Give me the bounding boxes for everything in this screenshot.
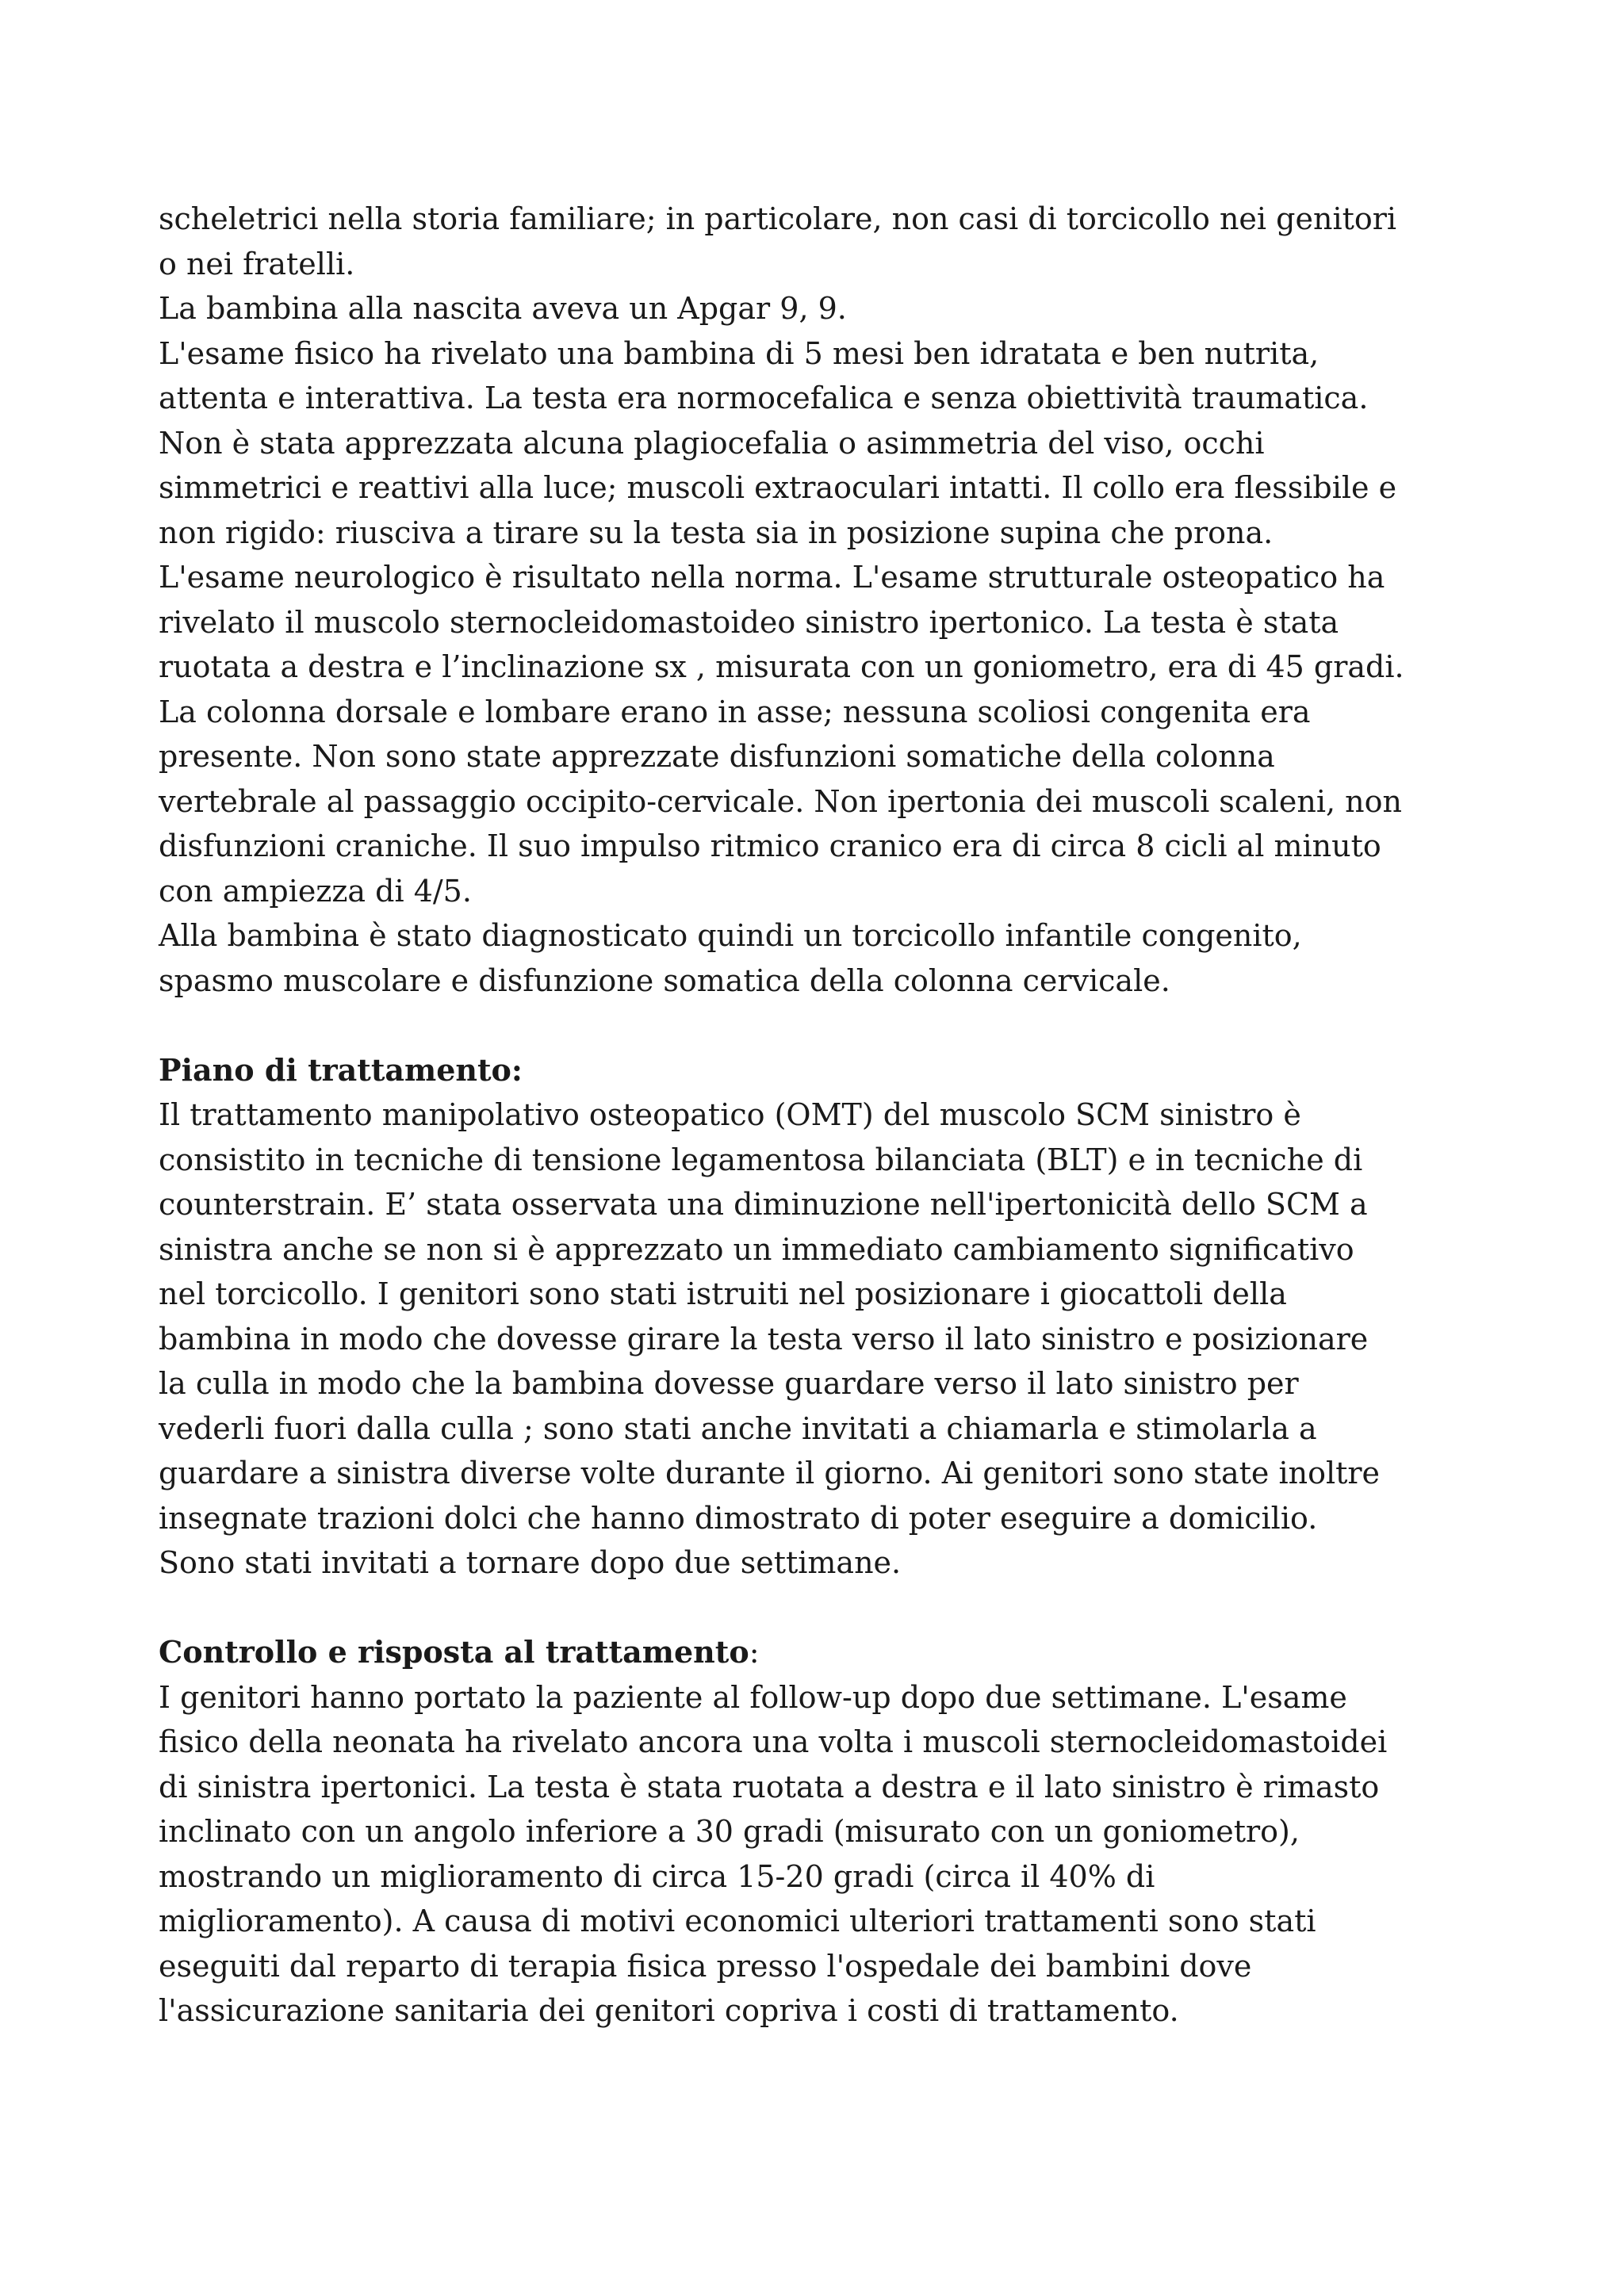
text-line: counterstrain. E’ stata osservata una diminuzione nell'ipertonicità dello SCM a: [159, 1187, 1368, 1222]
section-treatment-plan: [159, 1048, 1491, 1586]
text-line: simmetrici e reattivi alla luce; muscoli extraoculari intatti. Il collo era flessibile e: [159, 470, 1397, 505]
section-heading-followup-bold: Controllo e risposta al trattamento: [159, 1634, 749, 1670]
paragraph-spacer: [159, 1003, 1491, 1048]
text-line: attenta e interattiva. La testa era normocefalica e senza obiettività traumatica.: [159, 381, 1369, 415]
text-line: L'esame neurologico è risultato nella norma. L'esame strutturale osteopatico ha: [159, 560, 1385, 595]
text-line: con ampiezza di 4/5.: [159, 873, 472, 909]
text-line: spasmo muscolare e disfunzione somatica della colonna cervicale.: [159, 962, 1170, 998]
text-line: eseguiti dal reparto di terapia fisica presso l'ospedale dei bambini dove: [159, 1948, 1252, 1984]
text-line: presente. Non sono state apprezzate disfunzioni somatiche della colonna: [159, 739, 1275, 774]
paragraph-intro: [159, 197, 1491, 1003]
section-heading-treatment: Piano di trattamento:: [159, 1051, 523, 1088]
text-line: Non è stata apprezzata alcuna plagiocefalia o asimmetria del viso, occhi: [159, 425, 1265, 461]
text-line: ruotata a destra e l’inclinazione sx , misurata con un goniometro, era di 45 gradi.: [159, 649, 1404, 684]
text-line: bambina in modo che dovesse girare la testa verso il lato sinistro e posizionare: [159, 1321, 1369, 1357]
text-line: Il trattamento manipolativo osteopatico (OMT) del muscolo SCM sinistro è: [159, 1097, 1301, 1132]
text-line: Sono stati invitati a tornare dopo due settimane.: [159, 1545, 902, 1580]
text-line: la culla in modo che la bambina dovesse guardare verso il lato sinistro per: [159, 1366, 1299, 1401]
text-line: scheletrici nella storia familiare; in particolare, non casi di torcicollo nei genitori: [159, 201, 1397, 236]
section-followup: [159, 1630, 1491, 2034]
text-line: guardare a sinistra diverse volte durante il giorno. Ai genitori sono state inoltre: [159, 1456, 1381, 1490]
text-line: sinistra anche se non si è apprezzato un immediato cambiamento significativo: [159, 1231, 1354, 1267]
document-page: [159, 197, 1491, 2034]
text-line: nel torcicollo. I genitori sono stati istruiti nel posizionare i giocattoli della: [159, 1276, 1287, 1311]
text-line: La colonna dorsale e lombare erano in asse; nessuna scoliosi congenita era: [159, 694, 1311, 729]
text-line: non rigido: riusciva a tirare su la testa sia in posizione supina che prona.: [159, 515, 1274, 550]
paragraph-spacer: [159, 1586, 1491, 1631]
section-heading-followup-colon: :: [749, 1635, 760, 1670]
text-line: I genitori hanno portato la paziente al follow-up dopo due settimane. L'esame: [159, 1679, 1347, 1715]
text-line: vederli fuori dalla culla ; sono stati anche invitati a chiamarla e stimolarla a: [159, 1410, 1317, 1446]
text-line: insegnate trazioni dolci che hanno dimostrato di poter eseguire a domicilio.: [159, 1500, 1318, 1536]
text-line: miglioramento). A causa di motivi economici ulteriori trattamenti sono stati: [159, 1904, 1316, 1938]
text-line: o nei fratelli.: [159, 246, 355, 281]
text-line: consistito in tecniche di tensione legamentosa bilanciata (BLT) e in tecniche di: [159, 1142, 1363, 1177]
text-line: Alla bambina è stato diagnosticato quindi un torcicollo infantile congenito,: [159, 918, 1302, 953]
text-line: inclinato con un angolo inferiore a 30 gradi (misurato con un goniometro),: [159, 1814, 1300, 1849]
section-heading-followup: [159, 1630, 1491, 1675]
text-line: La bambina alla nascita aveva un Apgar 9, 9.: [159, 291, 847, 326]
text-line: L'esame fisico ha rivelato una bambina di 5 mesi ben idratata e ben nutrita,: [159, 335, 1320, 371]
text-line: l'assicurazione sanitaria dei genitori copriva i costi di trattamento.: [159, 1993, 1179, 2028]
text-line: fisico della neonata ha rivelato ancora una volta i muscoli sternocleidomastoidei: [159, 1724, 1388, 1759]
text-line: di sinistra ipertonici. La testa è stata ruotata a destra e il lato sinistro è rimasto: [159, 1769, 1380, 1804]
text-line: vertebrale al passaggio occipito-cervicale. Non ipertonia dei muscoli scaleni, non: [159, 783, 1403, 819]
text-line: disfunzioni craniche. Il suo impulso ritmico cranico era di circa 8 cicli al minuto: [159, 828, 1381, 863]
text-line: mostrando un miglioramento di circa 15-20 gradi (circa il 40% di: [159, 1858, 1155, 1894]
text-line: rivelato il muscolo sternocleidomastoideo sinistro ipertonico. La testa è stata: [159, 604, 1339, 640]
